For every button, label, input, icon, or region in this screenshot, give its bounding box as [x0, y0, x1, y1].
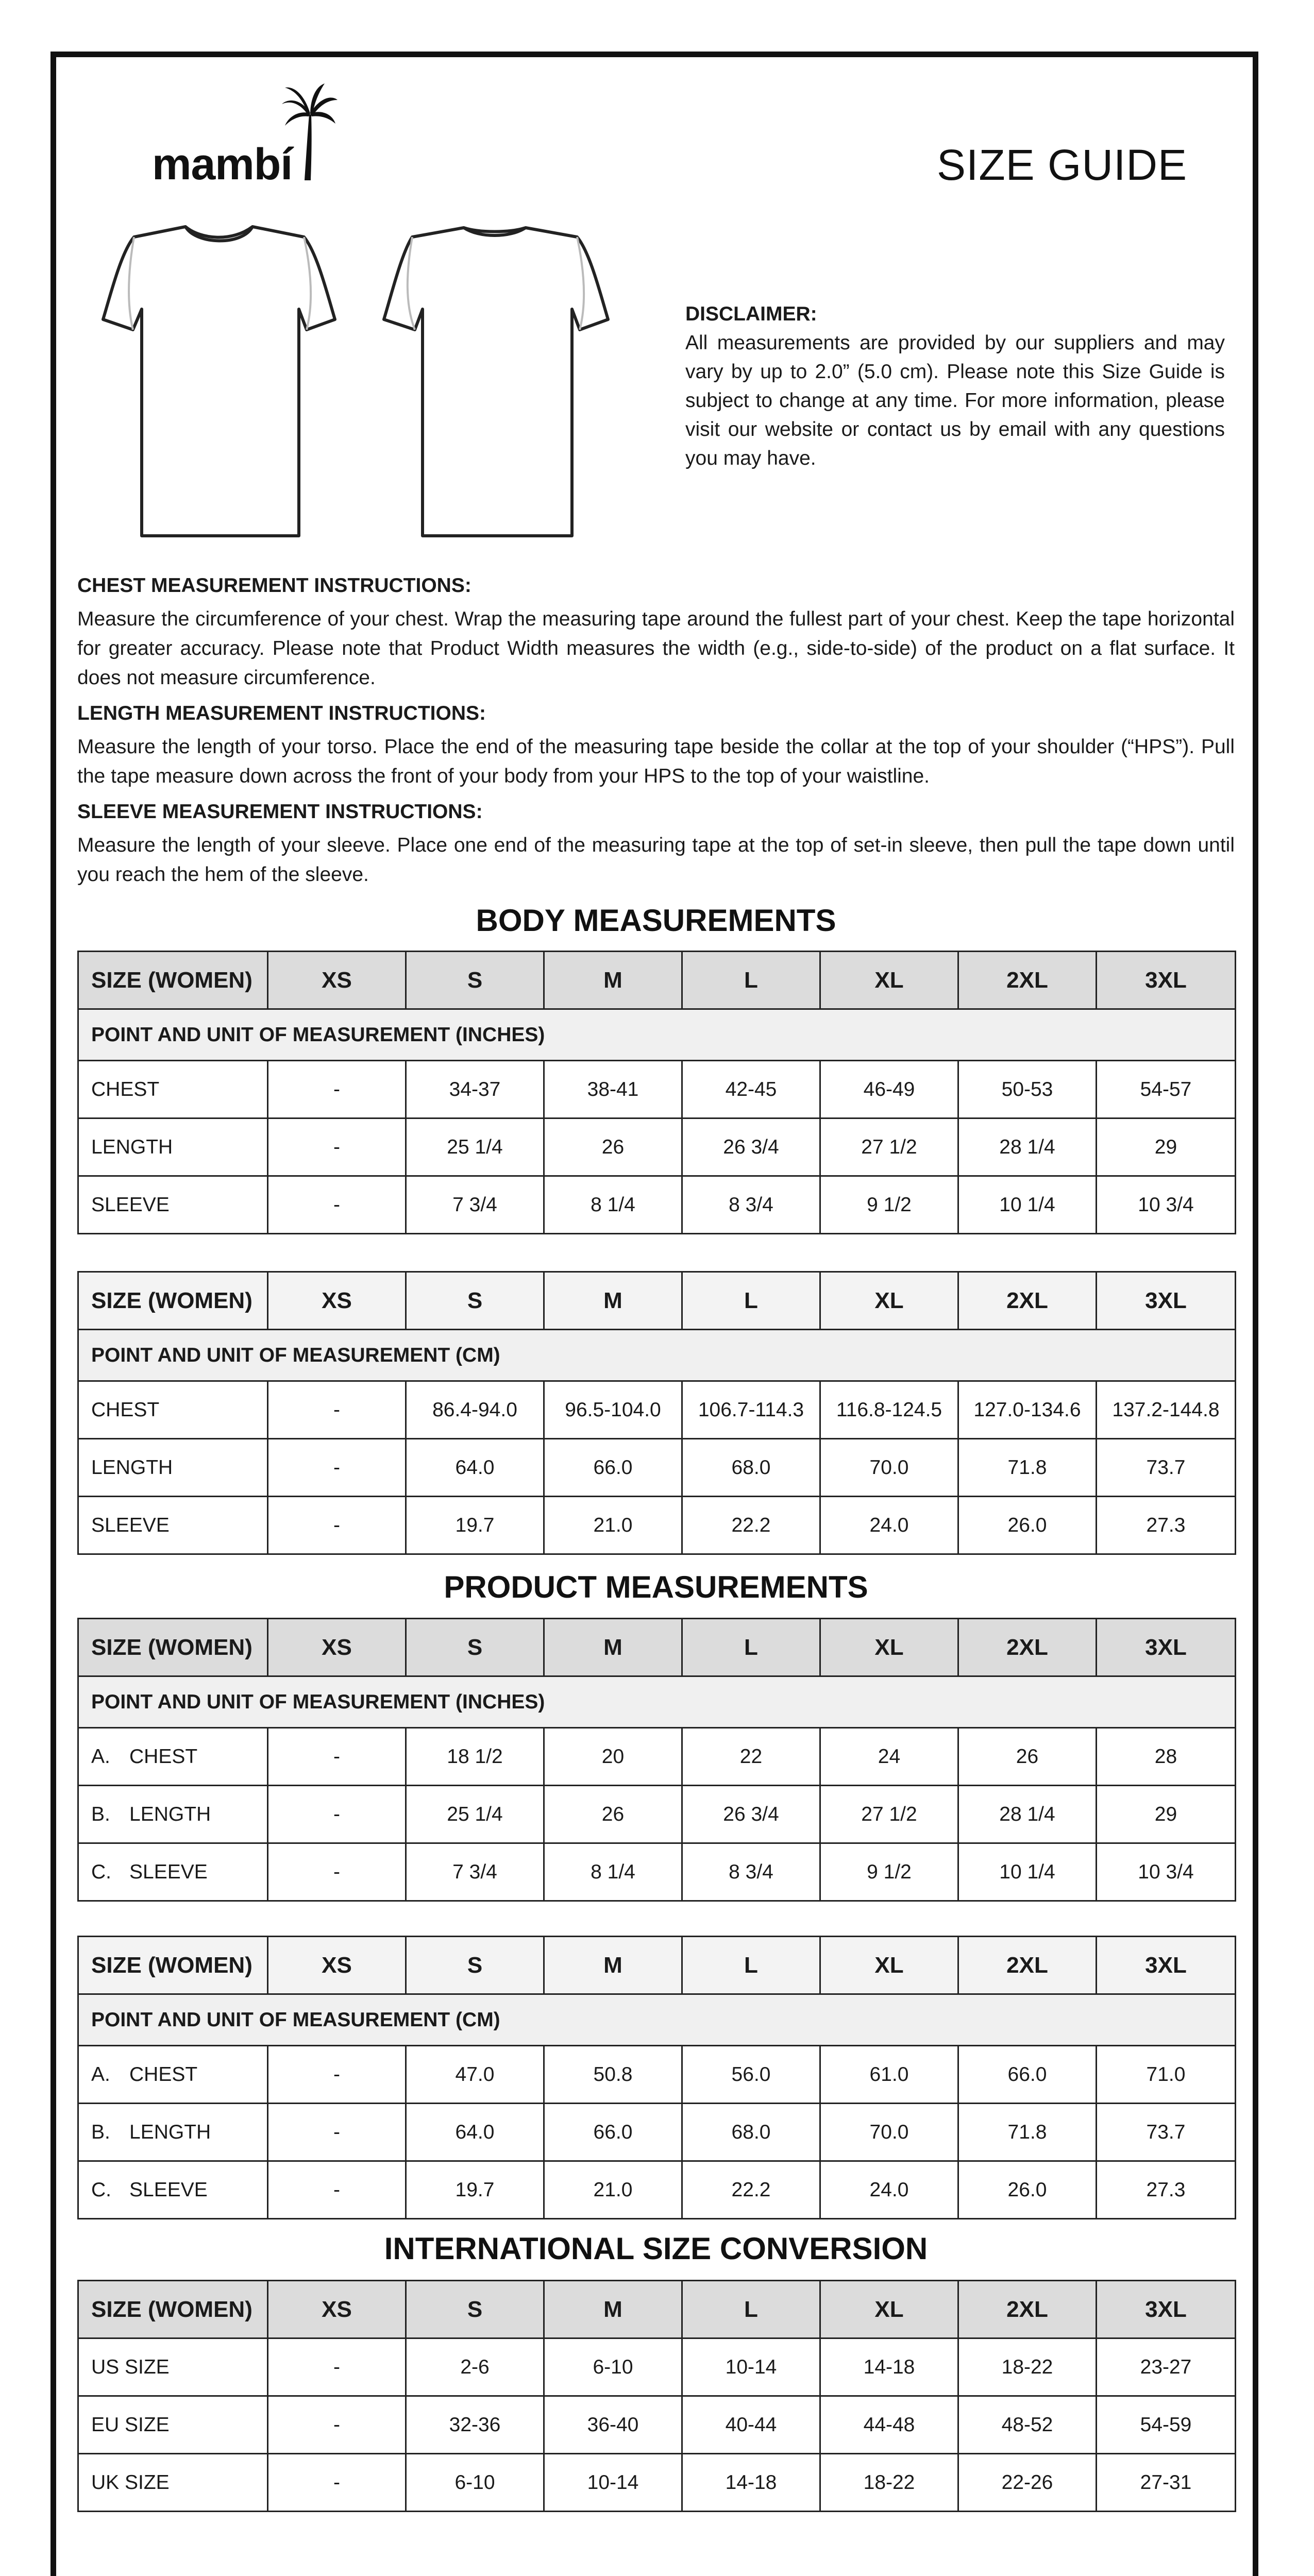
table-cell: 6-10 — [544, 2338, 682, 2396]
table-row — [78, 1381, 1236, 1439]
table-cell: 28 — [1097, 1728, 1236, 1786]
measurement-label — [78, 2046, 268, 2104]
chest-instructions-heading: CHEST MEASUREMENT INSTRUCTIONS: — [77, 574, 471, 597]
size-header-xl: XL — [820, 952, 958, 1009]
size-header-s: S — [406, 1619, 544, 1676]
table-cell: 71.0 — [1097, 2046, 1236, 2104]
size-header-xs: XS — [268, 1937, 406, 1994]
size-header-xs: XS — [268, 1619, 406, 1676]
size-header-3xl: 3XL — [1097, 2281, 1236, 2338]
table-cell: 26 — [958, 1728, 1097, 1786]
table-cell: 40-44 — [682, 2396, 820, 2454]
unit-label: POINT AND UNIT OF MEASUREMENT (CM) — [78, 1330, 1236, 1381]
size-header-l: L — [682, 2281, 820, 2338]
table-cell: 70.0 — [820, 2104, 958, 2161]
measurement-label — [78, 1728, 268, 1786]
size-header-xl: XL — [820, 1272, 958, 1330]
table-cell: 61.0 — [820, 2046, 958, 2104]
table-row — [78, 2161, 1236, 2219]
table-cell: 18 1/2 — [406, 1728, 544, 1786]
row-label: US SIZE — [78, 2338, 268, 2396]
size-header-m: M — [544, 952, 682, 1009]
measurement-name: SLEEVE — [129, 2178, 208, 2201]
size-header-2xl: 2XL — [958, 1619, 1097, 1676]
table-cell: 28 1/4 — [958, 1118, 1097, 1176]
size-header-s: S — [406, 2281, 544, 2338]
sleeve-instructions-heading: SLEEVE MEASUREMENT INSTRUCTIONS: — [77, 801, 483, 823]
size-column-header: SIZE (WOMEN) — [78, 1619, 268, 1676]
table-cell: - — [268, 1728, 406, 1786]
table-cell: 66.0 — [544, 1439, 682, 1497]
table-cell: 68.0 — [682, 2104, 820, 2161]
table-cell: 137.2-144.8 — [1097, 1381, 1236, 1439]
table-cell: 26 3/4 — [682, 1786, 820, 1843]
table-cell: 14-18 — [682, 2454, 820, 2512]
table-cell: 26 — [544, 1118, 682, 1176]
table-cell: 9 1/2 — [820, 1843, 958, 1901]
table-cell: 73.7 — [1097, 2104, 1236, 2161]
table-cell: 8 3/4 — [682, 1843, 820, 1901]
table-cell: 27-31 — [1097, 2454, 1236, 2512]
table-row — [78, 1843, 1236, 1901]
table-row — [78, 1118, 1236, 1176]
size-header-m: M — [544, 1619, 682, 1676]
table-cell: 66.0 — [958, 2046, 1097, 2104]
unit-label: POINT AND UNIT OF MEASUREMENT (INCHES) — [78, 1009, 1236, 1061]
table-cell: 10-14 — [544, 2454, 682, 2512]
size-header-s: S — [406, 1272, 544, 1330]
table-cell: - — [268, 2338, 406, 2396]
measurement-letter: B. — [91, 1803, 110, 1825]
table-cell: 6-10 — [406, 2454, 544, 2512]
table-cell: 7 3/4 — [406, 1176, 544, 1234]
table-cell: 42-45 — [682, 1061, 820, 1118]
table-cell: 18-22 — [958, 2338, 1097, 2396]
table-cell: 2-6 — [406, 2338, 544, 2396]
table-cell: 10 1/4 — [958, 1176, 1097, 1234]
size-header-xl: XL — [820, 1937, 958, 1994]
table-cell: 25 1/4 — [406, 1118, 544, 1176]
body-cm-table — [77, 1271, 1236, 1555]
size-header-m: M — [544, 1937, 682, 1994]
table-cell: 71.8 — [958, 1439, 1097, 1497]
table-cell: 27.3 — [1097, 1497, 1236, 1554]
size-header-m: M — [544, 1272, 682, 1330]
table-cell: 50.8 — [544, 2046, 682, 2104]
disclaimer-body: All measurements are provided by our suppliers and may vary by up to 2.0” (5.0 cm). Please note this Size Guide is subject to change at any time. For more information, please visit our website or contact us by email with any questions you may have. — [685, 332, 1225, 469]
tshirt-front-icon — [103, 227, 335, 536]
table-cell: 73.7 — [1097, 1439, 1236, 1497]
row-label: EU SIZE — [78, 2396, 268, 2454]
measurement-letter: A. — [91, 1745, 110, 1768]
row-label: LENGTH — [78, 1439, 268, 1497]
table-cell: 47.0 — [406, 2046, 544, 2104]
table-cell: - — [268, 2104, 406, 2161]
table-cell: 20 — [544, 1728, 682, 1786]
measurement-letter: B. — [91, 2121, 110, 2143]
measurement-label — [78, 2104, 268, 2161]
row-label: CHEST — [78, 1061, 268, 1118]
size-column-header: SIZE (WOMEN) — [78, 2281, 268, 2338]
measurement-name: LENGTH — [129, 1803, 211, 1825]
table-cell: 96.5-104.0 — [544, 1381, 682, 1439]
table-cell: 36-40 — [544, 2396, 682, 2454]
size-header-xl: XL — [820, 2281, 958, 2338]
length-instructions-body: Measure the length of your torso. Place the end of the measuring tape beside the collar at the top of your shoulder (“HPS”). Pull the tape measure down across the front of your body from your HPS to the top of your waistline. — [77, 736, 1235, 787]
unit-row — [78, 1009, 1236, 1061]
size-header-s: S — [406, 1937, 544, 1994]
table-cell: 29 — [1097, 1118, 1236, 1176]
table-cell: 26.0 — [958, 2161, 1097, 2219]
unit-row — [78, 1676, 1236, 1728]
table-cell: 38-41 — [544, 1061, 682, 1118]
table-cell: - — [268, 1439, 406, 1497]
table-cell: 44-48 — [820, 2396, 958, 2454]
table-cell: 8 1/4 — [544, 1176, 682, 1234]
table-row — [78, 2338, 1236, 2396]
table-cell: 28 1/4 — [958, 1786, 1097, 1843]
table-cell: - — [268, 2046, 406, 2104]
table-cell: 22 — [682, 1728, 820, 1786]
table-cell: 7 3/4 — [406, 1843, 544, 1901]
table-cell: 27 1/2 — [820, 1786, 958, 1843]
table-cell: - — [268, 1118, 406, 1176]
measurement-letter: A. — [91, 2063, 110, 2086]
table-cell: 34-37 — [406, 1061, 544, 1118]
table-cell: 24.0 — [820, 1497, 958, 1554]
table-cell: 32-36 — [406, 2396, 544, 2454]
product-cm-table — [77, 1936, 1236, 2219]
page-title: SIZE GUIDE — [937, 141, 1188, 189]
table-row — [78, 1497, 1236, 1554]
table-cell: 9 1/2 — [820, 1176, 958, 1234]
table-cell: 71.8 — [958, 2104, 1097, 2161]
table-cell: 21.0 — [544, 2161, 682, 2219]
sleeve-instructions-body: Measure the length of your sleeve. Place one end of the measuring tape at the top of set-in sleeve, then pull the tape down until you reach the hem of the sleeve. — [77, 834, 1235, 886]
tshirt-back-icon — [384, 228, 608, 536]
body-measurements-title: BODY MEASUREMENTS — [476, 903, 836, 938]
size-header-xl: XL — [820, 1619, 958, 1676]
product-measurements-title: PRODUCT MEASUREMENTS — [444, 1570, 868, 1604]
table-row — [78, 1439, 1236, 1497]
unit-label: POINT AND UNIT OF MEASUREMENT (CM) — [78, 1994, 1236, 2046]
table-cell: 14-18 — [820, 2338, 958, 2396]
table-row — [78, 1786, 1236, 1843]
unit-row — [78, 1994, 1236, 2046]
disclaimer — [685, 300, 1225, 473]
table-cell: 56.0 — [682, 2046, 820, 2104]
size-header-m: M — [544, 2281, 682, 2338]
measurement-name: SLEEVE — [129, 1860, 208, 1883]
size-column-header: SIZE (WOMEN) — [78, 952, 268, 1009]
size-header-xs: XS — [268, 1272, 406, 1330]
product-inches-table — [77, 1618, 1236, 1902]
table-cell: 10-14 — [682, 2338, 820, 2396]
size-header-l: L — [682, 952, 820, 1009]
table-cell: 86.4-94.0 — [406, 1381, 544, 1439]
table-cell: 54-59 — [1097, 2396, 1236, 2454]
table-cell: 22.2 — [682, 2161, 820, 2219]
table-cell: 19.7 — [406, 2161, 544, 2219]
measurement-letter: C. — [91, 2178, 111, 2201]
measurement-instructions — [77, 571, 1235, 895]
table-cell: 66.0 — [544, 2104, 682, 2161]
table-cell: 64.0 — [406, 1439, 544, 1497]
table-cell: 26 — [544, 1786, 682, 1843]
table-cell: 27.3 — [1097, 2161, 1236, 2219]
table-cell: 19.7 — [406, 1497, 544, 1554]
measurement-name: LENGTH — [129, 2121, 211, 2143]
unit-label: POINT AND UNIT OF MEASUREMENT (INCHES) — [78, 1676, 1236, 1728]
size-header-xs: XS — [268, 952, 406, 1009]
measurement-letter: C. — [91, 1860, 111, 1883]
size-conversion-table — [77, 2280, 1236, 2512]
table-header-row — [78, 952, 1236, 1009]
table-cell: 10 3/4 — [1097, 1176, 1236, 1234]
table-header-row — [78, 1619, 1236, 1676]
size-header-2xl: 2XL — [958, 2281, 1097, 2338]
table-cell: 22-26 — [958, 2454, 1097, 2512]
table-header-row — [78, 2281, 1236, 2338]
brand-name: mambí — [152, 140, 293, 189]
table-cell: - — [268, 1843, 406, 1901]
table-header-row — [78, 1272, 1236, 1330]
size-header-2xl: 2XL — [958, 1937, 1097, 1994]
size-conversion-title: INTERNATIONAL SIZE CONVERSION — [384, 2231, 928, 2266]
table-header-row — [78, 1937, 1236, 1994]
tshirt-illustration — [82, 216, 660, 546]
table-cell: 116.8-124.5 — [820, 1381, 958, 1439]
size-header-l: L — [682, 1619, 820, 1676]
size-header-2xl: 2XL — [958, 1272, 1097, 1330]
table-cell: 10 1/4 — [958, 1843, 1097, 1901]
table-row — [78, 1728, 1236, 1786]
size-header-l: L — [682, 1937, 820, 1994]
table-row — [78, 1061, 1236, 1118]
table-cell: 24.0 — [820, 2161, 958, 2219]
table-cell: 26.0 — [958, 1497, 1097, 1554]
table-cell: 21.0 — [544, 1497, 682, 1554]
table-cell: 26 3/4 — [682, 1118, 820, 1176]
table-cell: - — [268, 2454, 406, 2512]
table-cell: 48-52 — [958, 2396, 1097, 2454]
size-header-3xl: 3XL — [1097, 1272, 1236, 1330]
size-column-header: SIZE (WOMEN) — [78, 1937, 268, 1994]
table-cell: 50-53 — [958, 1061, 1097, 1118]
table-cell: 23-27 — [1097, 2338, 1236, 2396]
row-label: SLEEVE — [78, 1497, 268, 1554]
table-cell: 29 — [1097, 1786, 1236, 1843]
table-cell: 8 1/4 — [544, 1843, 682, 1901]
table-cell: 22.2 — [682, 1497, 820, 1554]
size-header-3xl: 3XL — [1097, 1937, 1236, 1994]
table-cell: 70.0 — [820, 1439, 958, 1497]
table-row — [78, 2046, 1236, 2104]
table-cell: 64.0 — [406, 2104, 544, 2161]
measurement-name: CHEST — [129, 1745, 198, 1768]
table-cell: 46-49 — [820, 1061, 958, 1118]
size-header-3xl: 3XL — [1097, 952, 1236, 1009]
length-instructions-heading: LENGTH MEASUREMENT INSTRUCTIONS: — [77, 702, 486, 724]
row-label: UK SIZE — [78, 2454, 268, 2512]
table-cell: 68.0 — [682, 1439, 820, 1497]
row-label: CHEST — [78, 1381, 268, 1439]
disclaimer-heading: DISCLAIMER: — [685, 303, 817, 325]
table-cell: - — [268, 1381, 406, 1439]
table-cell: - — [268, 1061, 406, 1118]
measurement-label — [78, 2161, 268, 2219]
row-label: LENGTH — [78, 1118, 268, 1176]
size-header-s: S — [406, 952, 544, 1009]
measurement-name: CHEST — [129, 2063, 198, 2086]
size-header-3xl: 3XL — [1097, 1619, 1236, 1676]
measurement-label — [78, 1786, 268, 1843]
table-row — [78, 2396, 1236, 2454]
table-row — [78, 2104, 1236, 2161]
table-cell: 25 1/4 — [406, 1786, 544, 1843]
body-inches-table — [77, 951, 1236, 1234]
table-cell: - — [268, 1176, 406, 1234]
unit-row — [78, 1330, 1236, 1381]
table-cell: 24 — [820, 1728, 958, 1786]
size-column-header: SIZE (WOMEN) — [78, 1272, 268, 1330]
chest-instructions-body: Measure the circumference of your chest. Wrap the measuring tape around the fullest part of your chest. Keep the tape horizontal for greater accuracy. Please note that Product Width measures the width (e.g., side-to-side) of the product on a flat surface. It does not measure circumference. — [77, 608, 1235, 689]
table-row — [78, 2454, 1236, 2512]
size-header-l: L — [682, 1272, 820, 1330]
brand-logo — [152, 83, 353, 187]
table-cell: - — [268, 2161, 406, 2219]
row-label: SLEEVE — [78, 1176, 268, 1234]
table-cell: 18-22 — [820, 2454, 958, 2512]
table-cell: 27 1/2 — [820, 1118, 958, 1176]
table-cell: 54-57 — [1097, 1061, 1236, 1118]
table-cell: 106.7-114.3 — [682, 1381, 820, 1439]
table-cell: 10 3/4 — [1097, 1843, 1236, 1901]
table-cell: - — [268, 2396, 406, 2454]
table-row — [78, 1176, 1236, 1234]
table-cell: 127.0-134.6 — [958, 1381, 1097, 1439]
measurement-label — [78, 1843, 268, 1901]
table-cell: - — [268, 1497, 406, 1554]
table-cell: 8 3/4 — [682, 1176, 820, 1234]
table-cell: - — [268, 1786, 406, 1843]
size-header-xs: XS — [268, 2281, 406, 2338]
size-header-2xl: 2XL — [958, 952, 1097, 1009]
